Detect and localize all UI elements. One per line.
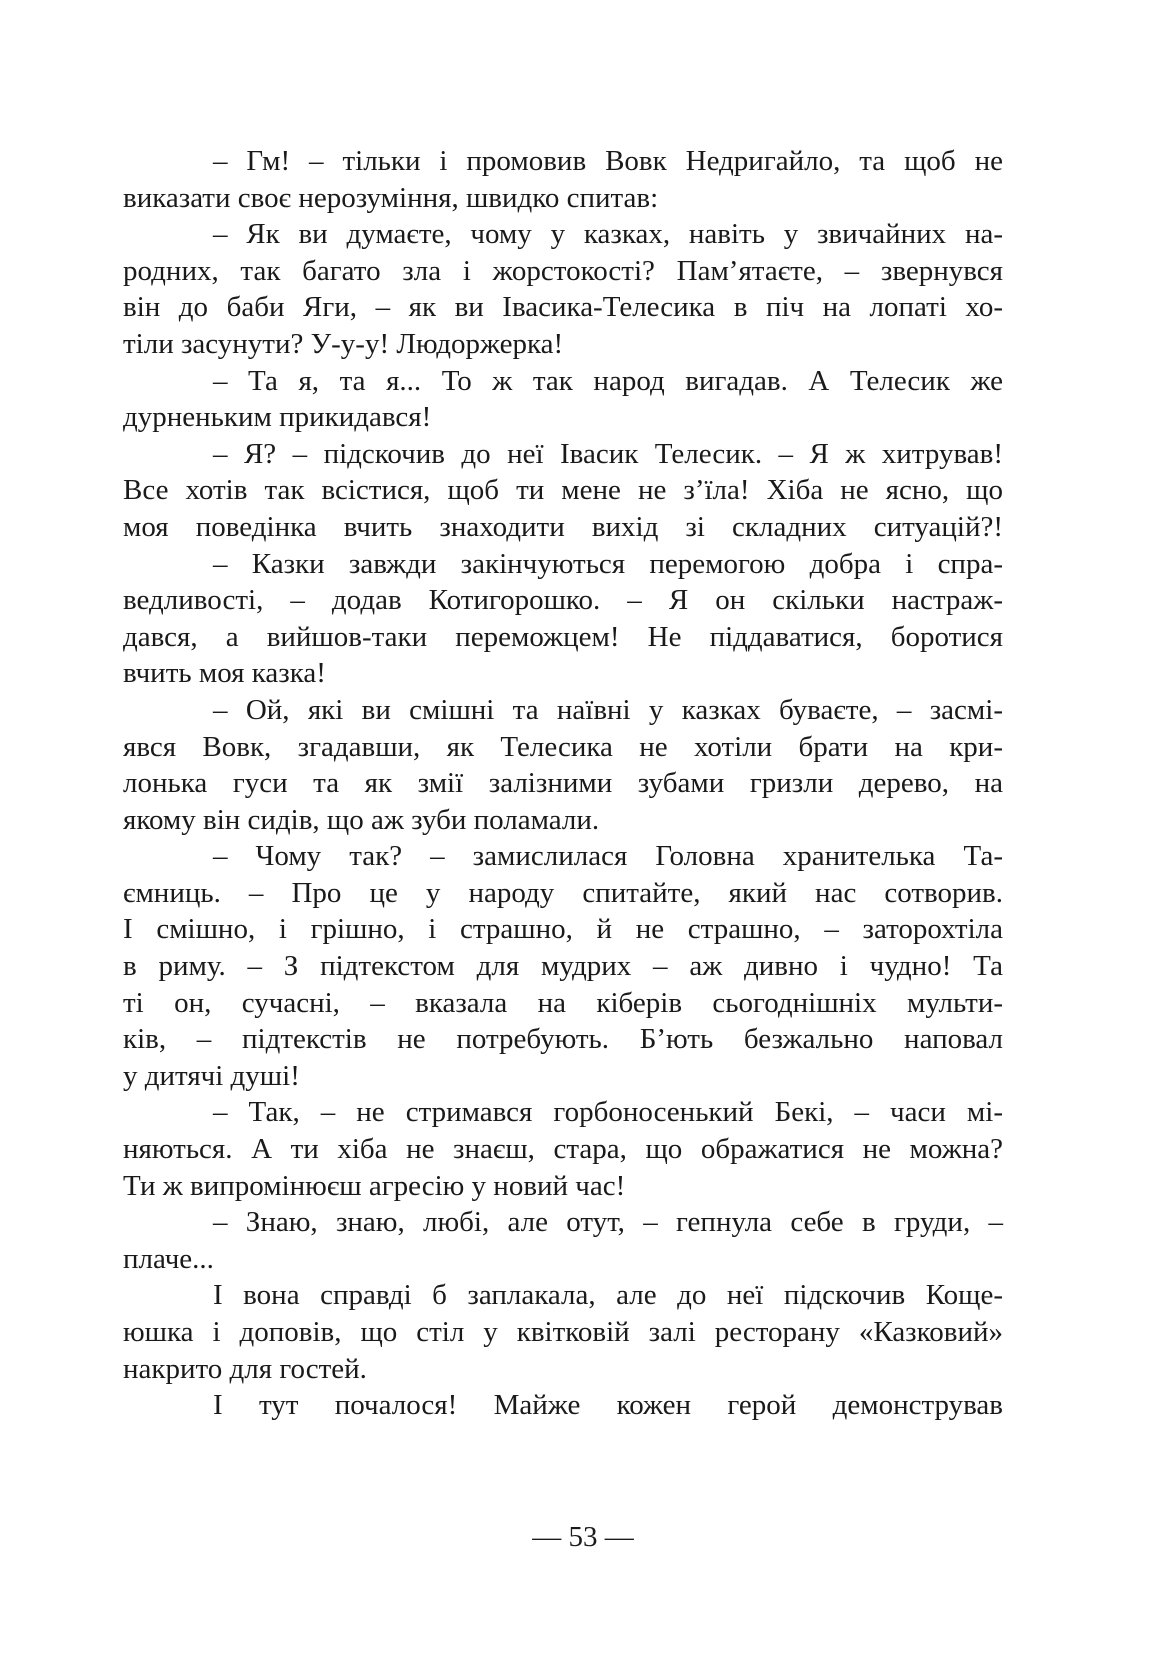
text-line: ті он, сучасні, – вказала на кіберів сьогоднішніх мульти- (123, 986, 1003, 1019)
text-line: Ти ж випромінюєш агресію у новий час! (123, 1169, 626, 1202)
text-line: ємниць. – Про це у народу спитайте, який нас сотворив. (123, 876, 1003, 909)
text-line: – Як ви думаєте, чому у казках, навіть у звичайних на- (213, 218, 1003, 251)
text-line: няються. А ти хіба не знаєш, стара, що ображатися не можна? (123, 1133, 1003, 1166)
text-line: моя поведінка вчить знаходити вихід зі складних ситуацій?! (123, 510, 1003, 543)
text-line: вчить моя казка! (123, 657, 326, 690)
text-line: в риму. – З підтекстом для мудрих – аж дивно і чудно! Та (123, 950, 1003, 983)
text-line: тіли засунути? У-у-у! Людоржерка! (123, 327, 564, 360)
text-line: він до баби Яги, – як ви Івасика-Телесика в піч на лопаті хо- (123, 291, 1003, 324)
text-line: у дитячі душі! (123, 1059, 300, 1092)
text-line: І смішно, і грішно, і страшно, й не страшно, – заторохтіла (123, 913, 1003, 946)
text-line: явся Вовк, згадавши, як Телесика не хотіли брати на кри- (123, 730, 1003, 763)
text-line: якому він сидів, що аж зуби поламали. (123, 803, 600, 836)
text-line: юшка і доповів, що стіл у квітковій залі ресторану «Казковий» (123, 1316, 1003, 1348)
text-line: – Казки завжди закінчуються перемогою добра і спра- (213, 547, 1003, 580)
text-line: – Знаю, знаю, любі, але отут, – гепнула себе в груди, – (213, 1206, 1003, 1239)
text-line: плаче... (123, 1242, 214, 1275)
text-line: Все хотів так всістися, щоб ти мене не з’їла! Хіба не ясно, що (123, 474, 1003, 507)
text-line: дурненьким прикидався! (123, 401, 432, 434)
text-line: І тут почалося! Майже кожен герой демонстрував (213, 1389, 1003, 1422)
text-line: ків, – підтекстів не потребують. Б’ють безжально наповал (123, 1023, 1003, 1056)
text-line: накрито для гостей. (123, 1352, 367, 1385)
text-line: родних, так багато зла і жорстокості? Пам’ятаєте, – звернувся (123, 254, 1003, 287)
page-number: — 53 — (532, 1521, 634, 1553)
text-line: – Я? – підскочив до неї Івасик Телесик. – Я ж хитрував! (213, 437, 1003, 470)
text-line: дався, а вийшов-таки переможцем! Не піддаватися, боротися (123, 620, 1003, 653)
text-line: ведливості, – додав Котигорошко. – Я он скільки настраж- (123, 584, 1003, 617)
text-line: виказати своє нерозуміння, швидко спитав: (123, 181, 659, 214)
page-body-text (123, 143, 1003, 1424)
text-line: – Та я, та я... То ж так народ вигадав. А Телесик же (213, 364, 1003, 397)
text-line: – Гм! – тільки і промовив Вовк Недригайло, та щоб не (213, 145, 1003, 177)
text-line: – Ой, які ви смішні та наївні у казках буваєте, – засмі- (213, 693, 1003, 726)
text-line: – Так, – не стримався горбоносенький Бекі, – часи мі- (213, 1096, 1003, 1129)
text-line: лонька гуси та як змії залізними зубами гризли дерево, на (123, 767, 1003, 800)
text-line: І вона справді б заплакала, але до неї підскочив Кощe- (213, 1279, 1003, 1312)
text-line: – Чому так? – замислилася Головна хранителька Та- (213, 840, 1003, 873)
